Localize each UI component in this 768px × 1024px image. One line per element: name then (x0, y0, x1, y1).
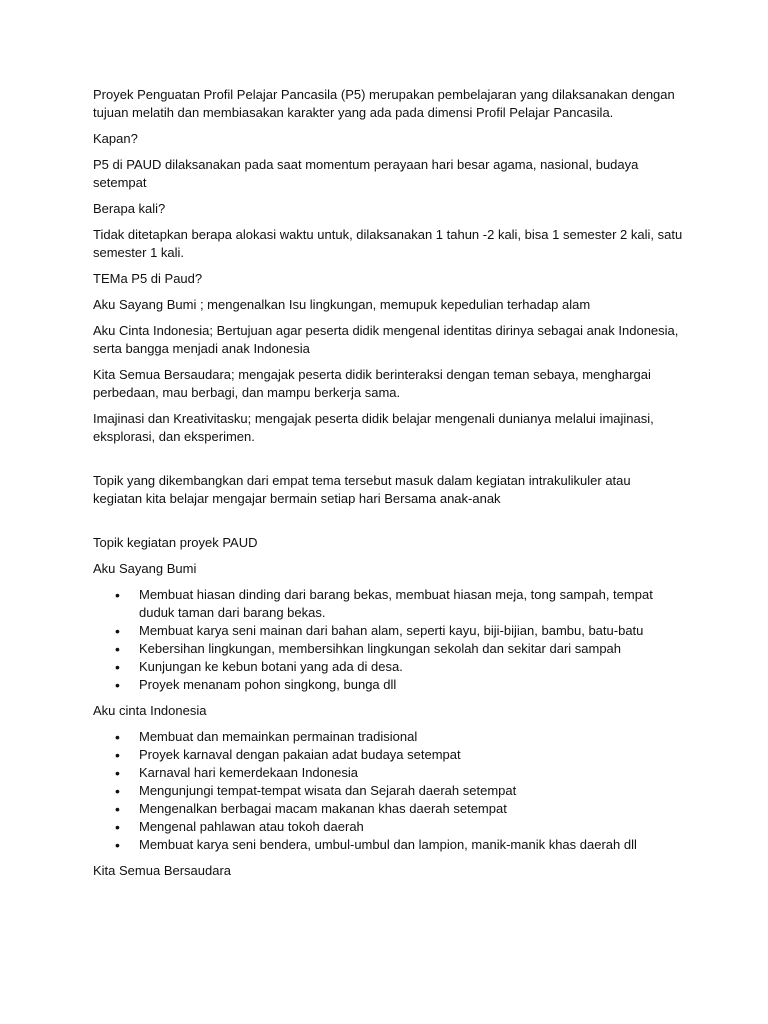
list-item: • Proyek menanam pohon singkong, bunga dll (139, 676, 683, 694)
answer-kapan: P5 di PAUD dilaksanakan pada saat momentum perayaan hari besar agama, nasional, budaya setempat (93, 157, 639, 190)
theme-paragraph: Aku Sayang Bumi ; mengenalkan Isu lingkungan, memupuk kepedulian terhadap alam (93, 297, 591, 312)
answer-berapa: Tidak ditetapkan berapa alokasi waktu untuk, dilaksanakan 1 tahun -2 kali, bisa 1 semester 2 kali, satu semester 1 kali. (93, 227, 683, 260)
blank-line (93, 454, 683, 472)
list-item: • Mengenalkan berbagai macam makanan khas daerah setempat (139, 800, 683, 818)
question-kapan: Kapan? (93, 131, 138, 146)
list-item: • Membuat karya seni bendera, umbul-umbul dan lampion, manik-manik khas daerah dll (139, 836, 683, 854)
section-title: Kita Semua Bersaudara (93, 863, 232, 878)
theme-paragraph: Imajinasi dan Kreativitasku; mengajak peserta didik belajar mengenali dunianya melalui imajinasi, eksplorasi, dan eksperimen. (93, 411, 654, 444)
topik-intro-paragraph: Topik yang dikembangkan dari empat tema tersebut masuk dalam kegiatan intrakulikuler atau kegiatan kita belajar mengajar bermain setiap hari Bersama anak-anak (93, 473, 631, 506)
theme-paragraph: Kita Semua Bersaudara; mengajak peserta didik berinteraksi dengan teman sebaya, menghargai perbedaan, mau berbagi, dan mampu berkerja sama. (93, 367, 651, 400)
list-item: • Membuat karya seni mainan dari bahan alam, seperti kayu, biji-bijian, bambu, batu-batu (139, 622, 683, 640)
question-berapa: Berapa kali? (93, 201, 166, 216)
topik-heading: Topik kegiatan proyek PAUD (93, 535, 258, 550)
list-item: • Membuat dan memainkan permainan tradisional (139, 728, 683, 746)
intro-paragraph: Proyek Penguatan Profil Pelajar Pancasila (P5) merupakan pembelajaran yang dilaksanakan dengan tujuan melatih dan membiasakan karakter yang ada pada dimensi Profil Pelajar Pancasila. (93, 87, 675, 120)
bullet-list (93, 586, 683, 694)
blank-line (93, 516, 683, 534)
section-title: Aku Sayang Bumi (93, 561, 197, 576)
list-item: • Proyek karnaval dengan pakaian adat budaya setempat (139, 746, 683, 764)
list-item: • Kunjungan ke kebun botani yang ada di desa. (139, 658, 683, 676)
list-item: • Mengunjungi tempat-tempat wisata dan Sejarah daerah setempat (139, 782, 683, 800)
list-item: • Kebersihan lingkungan, membersihkan lingkungan sekolah dan sekitar dari sampah (139, 640, 683, 658)
document-body (93, 86, 683, 888)
section-title: Aku cinta Indonesia (93, 703, 207, 718)
question-tema: TEMa P5 di Paud? (93, 271, 203, 286)
theme-paragraph: Aku Cinta Indonesia; Bertujuan agar peserta didik mengenal identitas dirinya sebagai anak Indonesia, serta bangga menjadi anak Indonesia (93, 323, 679, 356)
list-item: • Karnaval hari kemerdekaan Indonesia (139, 764, 683, 782)
list-item: • Mengenal pahlawan atau tokoh daerah (139, 818, 683, 836)
list-item: • Membuat hiasan dinding dari barang bekas, membuat hiasan meja, tong sampah, tempat duduk taman dari barang bekas. (139, 586, 683, 622)
bullet-list (93, 728, 683, 854)
